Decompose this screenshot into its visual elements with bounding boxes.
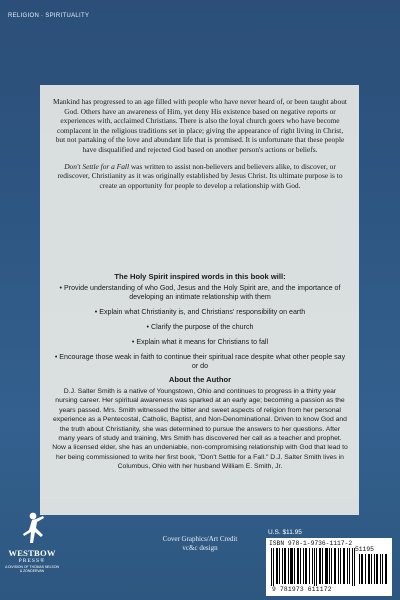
ean-digits: 9 781973 611172 xyxy=(272,586,332,593)
publisher-logo xyxy=(4,510,60,594)
barcode xyxy=(266,538,392,596)
isbn-text: ISBN 978-1-9736-1117-2 xyxy=(269,540,353,547)
publisher-brand: WESTBOW xyxy=(8,548,56,558)
blurb-paragraph-1: Mankind has progressed to an age filled with people who have never heard of, or been taught about God. Others have an awareness of Him, yet deny His existence based on negative reports or experiences with, acclaimed Christians. There is also the loyal church goers who have become complacent in the religious traditions set in place; giving the appearance of right living in Christ, but not partaking of the love and abundant life that is promised. It is unfortunate that these people have disqualified and rejected God based on another person's actions or beliefs. xyxy=(53,97,347,154)
blurb xyxy=(52,97,348,197)
category-label: RELIGION · SPIRITUALITY xyxy=(8,13,90,19)
about-heading: About the Author xyxy=(168,375,232,384)
figure-icon xyxy=(17,510,47,546)
credit-line-1: Cover Graphics/Art Credit xyxy=(162,535,238,543)
blurb-paragraph-2 xyxy=(52,162,348,191)
feature-item: • Explain what it means for Christians to fall xyxy=(131,338,269,346)
addon-digits: 51195 xyxy=(355,546,374,553)
feature-item: • Explain what Christianity is, and Christians' responsibility on earth xyxy=(94,308,306,316)
barcode-bars-icon xyxy=(269,548,389,586)
publisher-division: A DIVISION OF THOMAS NELSON & ZONDERVAN xyxy=(5,565,59,573)
price-label: U.S. $11.95 xyxy=(268,529,302,536)
cover-credit xyxy=(120,535,280,553)
about-author-section xyxy=(52,375,348,472)
features-list xyxy=(52,284,348,371)
book-title-italic: Don't Settle for a Fall xyxy=(64,161,129,171)
author-bio: D.J. Salter Smith is a native of Youngstown, Ohio and continues to progress in a thirty year nursing career. Her spiritual awareness was sparked at an early age; becoming a passion as the years passed. Mrs. Smith witnessed the bitter and sweet aspects of religion from her personal experience as a Pentecostal, Catholic, Baptist, and Non-Denominational. Driven to know God and the truth about Christianity, she was determined to pursue the answers to her questions. After many years of study and training, Mrs Smith has discovered her call as a teacher and prophet. Now a licensed elder, she has an undeniable, non-compromising relationship with God that lead to her being commissioned to write her first book, "Don't Settle for a Fall." D.J. Salter Smith lives in Columbus, Ohio with her husband William E. Smith, Jr. xyxy=(52,388,348,471)
feature-item: • Clarify the purpose of the church xyxy=(146,323,254,331)
feature-item: • Provide understanding of who God, Jesus and the Holy Spirit are, and the importance of developing an intimate relationship with them xyxy=(59,284,341,301)
feature-item: • Encourage those weak in faith to continue their spiritual race despite what other people say or do xyxy=(54,353,346,370)
features-section xyxy=(52,272,348,377)
features-heading: The Holy Spirit inspired words in this book will: xyxy=(114,272,286,281)
publisher-press: PRESS® xyxy=(18,558,46,564)
credit-line-2: vc&c design xyxy=(182,544,218,552)
blurb-paragraph-2-text: was written to assist non-believers and believers alike, to discover, or rediscover, Christianity as it was originally established by Jesus Christ. Its ultimate purpose is to create an opportunity for people to develop a relationship with God. xyxy=(57,161,343,190)
